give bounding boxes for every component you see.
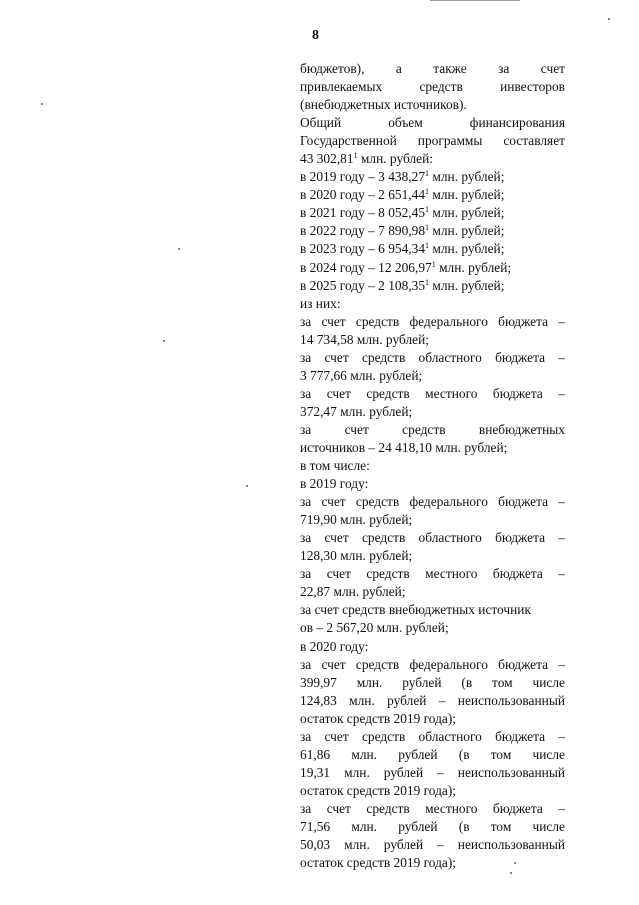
text-line [300, 313, 565, 331]
text-line [300, 547, 565, 565]
text-line [300, 385, 565, 403]
text-line-main: Общий объем финансирования [300, 115, 565, 131]
text-line [300, 78, 565, 96]
text-line [300, 583, 565, 601]
footnote-marker: 1 [425, 205, 430, 215]
text-line [300, 800, 565, 818]
text-line [300, 692, 565, 710]
text-line-main: за счет средств областного бюджета – [300, 349, 565, 365]
text-line-suffix: млн. рублей; [429, 187, 505, 203]
text-line-main: 3 777,66 млн. рублей; [300, 367, 423, 383]
page-number: 8 [312, 28, 319, 43]
text-line [300, 511, 565, 529]
text-line-suffix: млн. рублей; [429, 241, 505, 257]
text-line [300, 295, 565, 313]
text-line-main: за счет средств федерального бюджета – [300, 313, 565, 329]
text-line-main: 128,30 млн. рублей; [300, 548, 413, 564]
text-line [300, 349, 565, 367]
text-line [300, 259, 565, 277]
text-line [300, 168, 565, 186]
text-line-main: 22,87 млн. рублей; [300, 584, 406, 600]
text-line-main: остаток средств 2019 года); [300, 782, 457, 798]
text-line-main: за счет средств внебюджетных [300, 421, 565, 437]
text-line [300, 854, 565, 872]
text-line-main: в 2021 году – 8 052,45 [300, 205, 426, 221]
text-line-main: за счет средств местного бюджета – [300, 566, 565, 582]
text-line [300, 114, 565, 132]
text-line-main: (внебюджетных источников). [300, 97, 467, 113]
text-line [300, 818, 565, 836]
text-line-main: ов – 2 567,20 млн. рублей; [300, 620, 449, 636]
text-line-main: 372,47 млн. рублей; [300, 403, 413, 419]
text-line [300, 150, 565, 168]
text-line-main: 719,90 млн. рублей; [300, 512, 413, 528]
document-body [300, 60, 565, 872]
text-line-main: в том числе: [300, 458, 370, 474]
scan-speck [163, 340, 165, 342]
scan-speck [41, 103, 43, 105]
footnote-marker: 1 [425, 223, 430, 233]
text-line [300, 710, 565, 728]
text-line [300, 728, 565, 746]
text-line-main: 19,31 млн. рублей – неиспользованный [300, 764, 565, 780]
text-line-main: 124,83 млн. рублей – неиспользованный [300, 692, 565, 708]
text-line [300, 222, 565, 240]
text-line-main: в 2019 году: [300, 476, 369, 492]
text-line-main: за счет средств местного бюджета – [300, 800, 565, 816]
text-line-main: из них: [300, 295, 341, 311]
scan-speck [178, 248, 180, 250]
text-line-suffix: млн. рублей; [429, 223, 505, 239]
text-line [300, 96, 565, 114]
text-line-main: за счет средств федерального бюджета – [300, 494, 565, 510]
text-line [300, 836, 565, 854]
footnote-marker: 1 [431, 259, 436, 269]
text-line-main: остаток средств 2019 года); [300, 855, 457, 871]
text-line-main: 399,97 млн. рублей (в том числе [300, 674, 565, 690]
text-line-main: за счет средств внебюджетных источник [300, 602, 531, 618]
scan-speck [246, 485, 248, 487]
text-line [300, 674, 565, 692]
text-line [300, 204, 565, 222]
text-line-main: привлекаемых средств инвесторов [300, 79, 565, 95]
text-line [300, 746, 565, 764]
text-line [300, 457, 565, 475]
text-line [300, 60, 565, 78]
text-line-main: бюджетов), а также за счет [300, 61, 565, 76]
text-line [300, 475, 565, 493]
text-line [300, 601, 565, 619]
text-line-main: в 2022 году – 7 890,98 [300, 223, 426, 239]
text-line-main: 61,86 млн. рублей (в том числе [300, 746, 565, 762]
text-line [300, 367, 565, 385]
text-line [300, 421, 565, 439]
text-line-main: в 2023 году – 6 954,34 [300, 241, 426, 257]
footnote-marker: 1 [425, 187, 430, 197]
text-line [300, 132, 565, 150]
text-line [300, 331, 565, 349]
text-line-suffix: млн. рублей; [429, 277, 505, 293]
text-line-main: источников – 24 418,10 млн. рублей; [300, 439, 508, 455]
footnote-marker: 1 [353, 151, 358, 161]
text-line-main: в 2024 году – 12 206,97 [300, 259, 432, 275]
text-line [300, 277, 565, 295]
text-line [300, 439, 565, 457]
text-line [300, 619, 565, 637]
text-line-suffix: млн. рублей; [435, 259, 512, 275]
text-line-main: в 2020 году: [300, 638, 369, 654]
footnote-marker: 1 [425, 241, 430, 251]
text-line-main: за счет средств областного бюджета – [300, 728, 565, 744]
text-line [300, 638, 565, 656]
text-line-main: в 2020 году – 2 651,44 [300, 187, 426, 203]
text-line-main: за счет средств федерального бюджета – [300, 656, 565, 672]
text-line [300, 493, 565, 511]
text-line-main: 50,03 млн. рублей – неиспользованный [300, 837, 565, 853]
text-line [300, 656, 565, 674]
text-line-main: 14 734,58 млн. рублей; [300, 331, 429, 347]
text-line-suffix: млн. рублей: [357, 151, 433, 167]
text-line [300, 782, 565, 800]
scan-edge-mark [430, 0, 520, 1]
footnote-marker: 1 [425, 277, 430, 287]
text-line-suffix: млн. рублей; [429, 205, 505, 221]
text-line [300, 403, 565, 421]
text-line [300, 764, 565, 782]
text-line-main: в 2019 году – 3 438,27 [300, 169, 426, 185]
text-line [300, 240, 565, 258]
text-line [300, 186, 565, 204]
scan-speck [510, 872, 512, 874]
text-line-main: за счет средств областного бюджета – [300, 530, 565, 546]
footnote-marker: 1 [425, 169, 430, 179]
text-line-main: 71,56 млн. рублей (в том числе [300, 818, 565, 834]
text-line-main: остаток средств 2019 года); [300, 710, 457, 726]
text-line-main: 43 302,81 [300, 151, 354, 167]
text-line-main: в 2025 году – 2 108,35 [300, 277, 426, 293]
text-line-main: Государственной программы составляет [300, 133, 565, 149]
text-line [300, 565, 565, 583]
text-line-main: за счет средств местного бюджета – [300, 385, 565, 401]
scan-speck [608, 18, 610, 20]
text-line-suffix: млн. рублей; [429, 169, 505, 185]
scan-speck [514, 862, 516, 864]
text-line [300, 529, 565, 547]
